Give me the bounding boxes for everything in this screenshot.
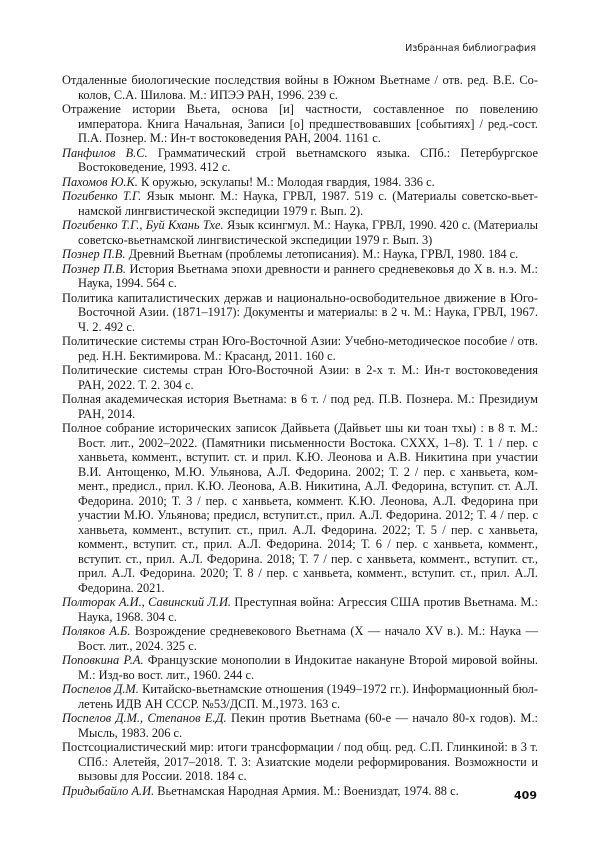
bibliography-entry <box>62 421 538 595</box>
entry-text: Отдаленные биологические последствия войны в Южном Вьетнаме / отв. ред. В.Е. Соколов, С.А. Шилова. М.: ИПЭЭ РАН, 1996. 239 с. <box>62 73 538 102</box>
bibliography-entry <box>62 189 538 218</box>
bibliography-entry <box>62 711 538 740</box>
bibliography-entry <box>62 247 538 262</box>
entry-text: Политические системы стран Юго-Восточной Азии: Учебно-методическое пособие / отв. ред. Н.Н. Бектимирова. М.: Красанд, 2011. 160 с. <box>62 334 538 363</box>
running-title: Избранная библиография <box>405 43 536 54</box>
entry-text: Вьетнамская Народная Армия. М.: Воениздат, 1974. 88 с. <box>157 783 459 798</box>
bibliography-entry <box>62 653 538 682</box>
entry-author: Панфилов В.С. <box>62 145 148 160</box>
bibliography-entry <box>62 624 538 653</box>
entry-text: Французские монополии в Индокитае накануне Второй мировой войны. М.: Изд-во вост. лит., 1960. 244 с. <box>78 653 538 682</box>
entry-text: Древний Вьетнам (проблемы летописания). М.: Наука, ГРВЛ, 1980. 184 с. <box>128 247 519 261</box>
entry-author: Придыбайло А.И. <box>62 783 155 798</box>
entry-text: Отражение истории Вьета, основа [и] частности, составленное по повелению императора. Книга Начальная, Записи [о] предшествовавших [событиях] / ред.-сост. П.А. Познер. М.: Ин-т востоковедения РАН, 2004. 1161 с. <box>62 102 538 145</box>
entry-author: Поспелов Д.М., Степанов Е.Д. <box>62 711 227 725</box>
entry-author: Поляков А.Б. <box>62 624 131 638</box>
entry-text: Полное собрание исторических записок Дайвьета (Дайвьет шы ки тоан тхы) : в 8 т. М.: Вост. лит., 2002–2022. (Памятники письменности Востока. CXXX, 1–8). Т. 1 / пер. с ханвьета, коммент., вступит. ст. и прил. К.Ю. Леонова и А.В. Никитина при участии В.И. Антощенко, М.Ю. Ульянова, А.Л. Федорина. 2002; Т. 2 / пер. с ханвьета, коммент., предисл., прил. К.Ю. Леонова, А.В. Никитина, А.Л. Федорина, вступит. ст. А.Л. Федорина. 2010; Т. 3 / пер. с ханвьета, коммент. К.Ю. Леонова, А.Л. Федорина при участии М.Ю. Ульянова; предисл, вступит.ст., прил. А.Л. Федорина. 2012; Т. 4 / пер. с ханвьета, коммент., вступит. ст., прил. А.Л. Федорина. 2022; Т. 5 / пер. с ханвьета, коммент., вступит. ст., прил. А.Л. Федорина. 2014; Т. 6 / пер. с ханвьета, коммент., вступит. ст., прил. А.Л. Федорина. 2018; Т. 7 / пер. с ханвьета, коммент., вступит. ст., прил. А.Л. Федорина. 2020; Т. 8 / пер. с ханвьета, коммент., вступит. ст., прил. А.Л. Федорина. 2021. <box>62 421 538 595</box>
entry-text: Полная академическая история Вьетнама: в 6 т. / под ред. П.В. Познера. М.: Президиум РАН, 2014. <box>62 392 538 421</box>
bibliography-entry <box>62 784 538 799</box>
bibliography-entry <box>62 291 538 335</box>
page-number: 409 <box>514 789 537 802</box>
entry-author: Полторак А.И., Савинский Л.И. <box>62 595 232 609</box>
bibliography-entry <box>62 740 538 784</box>
bibliography-list <box>62 73 538 798</box>
bibliography-entry <box>62 595 538 624</box>
entry-author: Пахомов Ю.К. <box>62 174 138 189</box>
entry-text: Политика капиталистических держав и национально-освободительное движение в Юго-Восточной Азии. (1871–1917): Документы и материалы: в 2 ч. М.: Наука, ГРВЛ, 1967. Ч. 2. 492 с. <box>62 290 538 334</box>
entry-text: Язык ксингмул. М.: Наука, ГРВЛ, 1990. 420 с. (Материалы советско-вьетнамской лингвистической экспедиции 1979 г. Вып. 3) <box>78 218 538 247</box>
bibliography-entry <box>62 334 538 363</box>
entry-author: Погибенко Т.Г. <box>62 189 142 203</box>
entry-text: История Вьетнама эпохи древности и раннего средневековья до X в. н.э. М.: Наука, 1994. 564 с. <box>78 261 538 290</box>
entry-text: Язык мыонг. М.: Наука, ГРВЛ, 1987. 519 с. (Материалы советско-вьетнамской лингвистической экспедиции 1979 г. Вып. 2). <box>78 189 538 218</box>
entry-text: Пекин против Вьетнама (60-е — начало 80-х годов). М.: Мысль, 1983. 206 с. <box>78 711 538 740</box>
entry-author: Познер П.В. <box>62 247 126 261</box>
bibliography-entry <box>62 73 538 102</box>
entry-text: Грамматический строй вьетнамского языка. СПб.: Петербургское Востоковедение, 1993. 412 с. <box>78 145 538 174</box>
entry-text: Преступная война: Агрессия США против Вьетнама. М.: Наука, 1968. 304 с. <box>78 595 538 624</box>
entry-author: Погибенко Т.Г., Буй Кхань Тхе. <box>62 218 224 232</box>
bibliography-entry <box>62 102 538 146</box>
bibliography-entry <box>62 363 538 392</box>
entry-author: Поспелов Д.М. <box>62 682 139 696</box>
bibliography-entry <box>62 682 538 711</box>
bibliography-entry <box>62 218 538 247</box>
bibliography-entry <box>62 146 538 175</box>
entry-text: К оружью, эскулапы! М.: Молодая гвардия, 1984. 336 с. <box>140 174 435 189</box>
bibliography-entry <box>62 175 538 190</box>
entry-text: Политические системы стран Юго-Восточной Азии: в 2-х т. М.: Ин-т востоковедения РАН, 2022. Т. 2. 304 с. <box>62 363 538 392</box>
entry-author: Познер П.В. <box>62 261 126 276</box>
bibliography-entry <box>62 262 538 291</box>
entry-text: Постсоциалистический мир: итоги трансформации / под общ. ред. С.П. Глинкиной: в 3 т. СПб.: Алетейя, 2017–2018. Т. 3: Азиатские модели реформирования. Возможности и вызовы для России. 2018. 184 с. <box>62 740 538 783</box>
entry-author: Поповкина Р.А. <box>62 653 144 667</box>
bibliography-entry <box>62 392 538 421</box>
entry-text: Возрождение средневекового Вьетнама (X — начало XV в.). М.: Наука — Вост. лит., 2024. 325 с. <box>78 624 538 653</box>
entry-text: Китайско-вьетнамские отношения (1949–1972 гг.). Информационный бюллетень ИДВ АН СССР. №53/ДСП. М.,1973. 163 с. <box>78 682 538 711</box>
